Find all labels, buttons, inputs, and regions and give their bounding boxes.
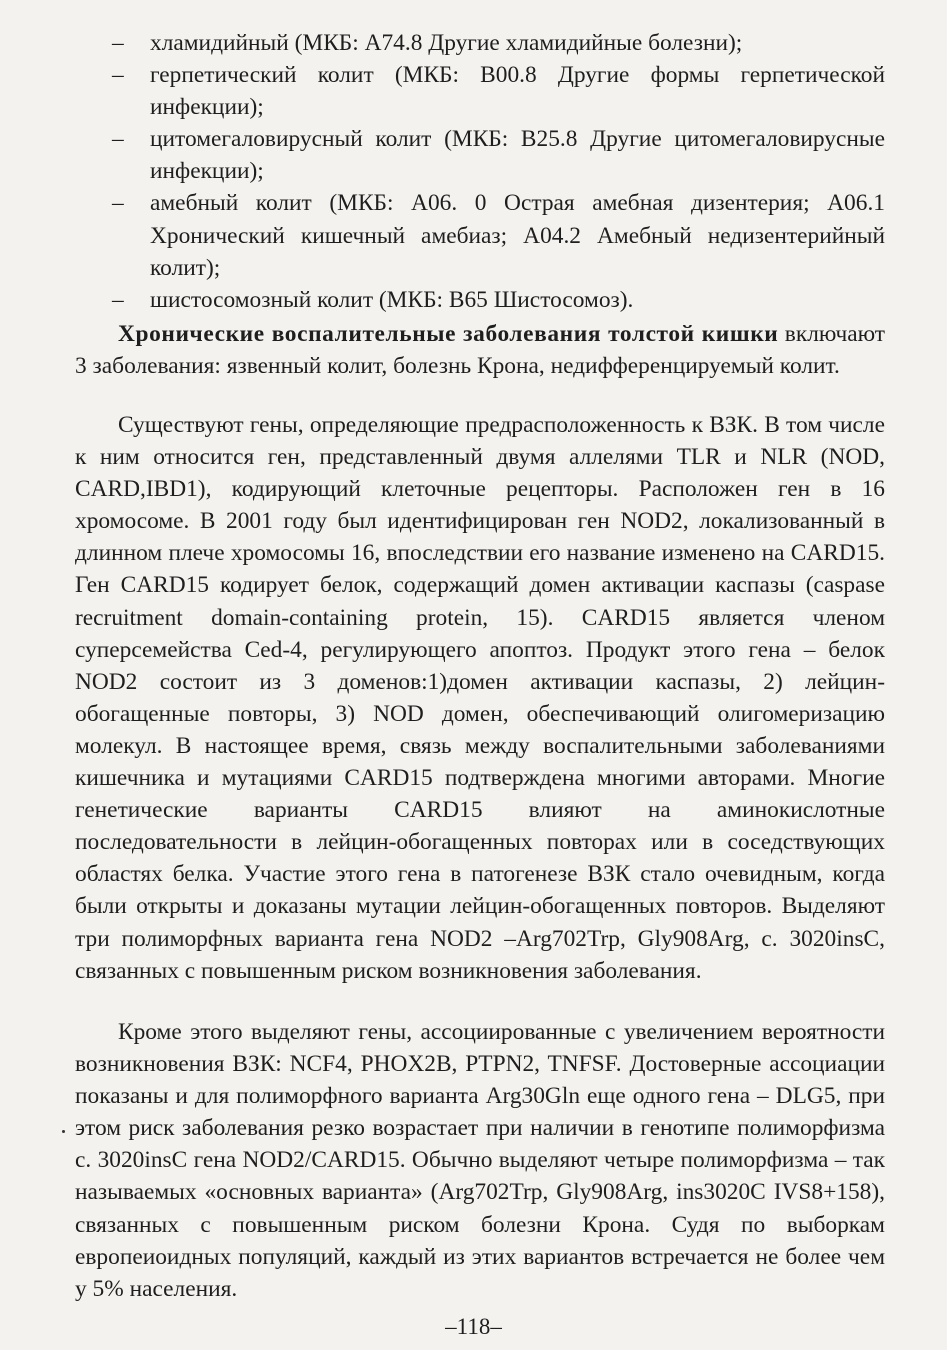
list-dash: –	[112, 30, 124, 56]
list-item-text: шистосомозный колит (МКБ: В65 Шистосомоз).	[150, 286, 634, 313]
paragraph-bold-lead: Хронические воспалительные заболевания толстой кишки	[118, 321, 779, 347]
list-dash: –	[112, 190, 124, 217]
disease-list	[75, 27, 885, 316]
list-item-text: герпетический колит (МКБ: В00.8 Другие формы герпетической инфекции);	[150, 62, 885, 121]
list-item	[75, 123, 885, 187]
list-item-text: хламидийный (МКБ: А74.8 Другие хламидийные болезни);	[150, 30, 743, 56]
list-item	[75, 284, 885, 316]
page-number: –118–	[445, 1314, 502, 1339]
list-item-text: амебный колит (МКБ: А06. 0 Острая амебная дизентерия; А06.1 Хронический кишечный амебиаз; А04.2 Амебный недизентерийный колит);	[150, 190, 885, 281]
paragraph-genes: Существуют гены, определяющие предрасположенность к ВЗК. В том числе к ним относится ген, представленный двумя аллелями TLR и NLR (NOD, CARD,IBD1), кодирующий клеточные рецепторы. Расположен ген в 16 хромосоме. В 2001 году был идентифицирован ген NOD2, локализованный в длинном плече хромосомы 16, впоследствии его название изменено на CARD15. Ген CARD15 кодирует белок, содержащий домен активации каспазы (caspase recruitment domain-containing protein, 15). CARD15 является членом суперсемейства Ced-4, регулирующего апоптоз. Продукт этого гена – белок NOD2 состоит из 3 доменов:1)домен активации каспазы, 2) лейцин-обогащенные повторы, 3) NOD домен, обеспечивающий олигомеризацию молекул. В настоящее время, связь между воспалительными заболеваниями кишечника и мутациями CARD15 подтверждена многими авторами. Многие генетические варианты CARD15 влияют на аминокислотные последовательности в лейцин-обогащенных повторах или в соседствующих областях белка. Участие этого гена в патогенезе ВЗК стало очевидным, когда были открыты и доказаны мутации лейцин-обогащенных повторов. Выделяют три полиморфных варианта гена NOD2 –Arg702Trp, Gly908Arg, с. 3020insC, связанных с повышенным риском возникновения заболевания.	[75, 412, 885, 984]
list-item	[75, 59, 885, 123]
paragraph-rest-text: включают 3 заболевания: язвенный колит, болезнь Крона, недифференцируемый колит.	[75, 321, 886, 380]
list-item	[75, 187, 885, 283]
list-dash: –	[112, 62, 124, 89]
list-dash: –	[112, 286, 124, 313]
stray-ink-mark	[62, 1130, 65, 1133]
paragraph-chronic-ibd	[75, 318, 885, 382]
list-dash: –	[112, 126, 124, 153]
list-item-text: цитомегаловирусный колит (МКБ: В25.8 Другие цитомегаловирусные инфекции);	[150, 126, 885, 185]
list-item	[75, 27, 885, 59]
paragraph-associated-genes: Кроме этого выделяют гены, ассоциированные с увеличением вероятности возникновения ВЗК: NCF4, PHOX2B, PTPN2, TNFSF. Достоверные ассоциации показаны и для полиморфного варианта Arg30Gln еще одного гена – DLG5, при этом риск заболевания резко возрастает при наличии в генотипе полиморфизма с. 3020insC гена NOD2/CARD15. Обычно выделяют четыре полиморфизма – так называемых «основных варианта» (Arg702Trp, Gly908Arg, ins3020C IVS8+158), связанных с повышенным риском болезни Крона. Судя по выборкам европеиоидных популяций, каждый из этих вариантов встречается не более чем у 5% населения.	[75, 1019, 885, 1302]
